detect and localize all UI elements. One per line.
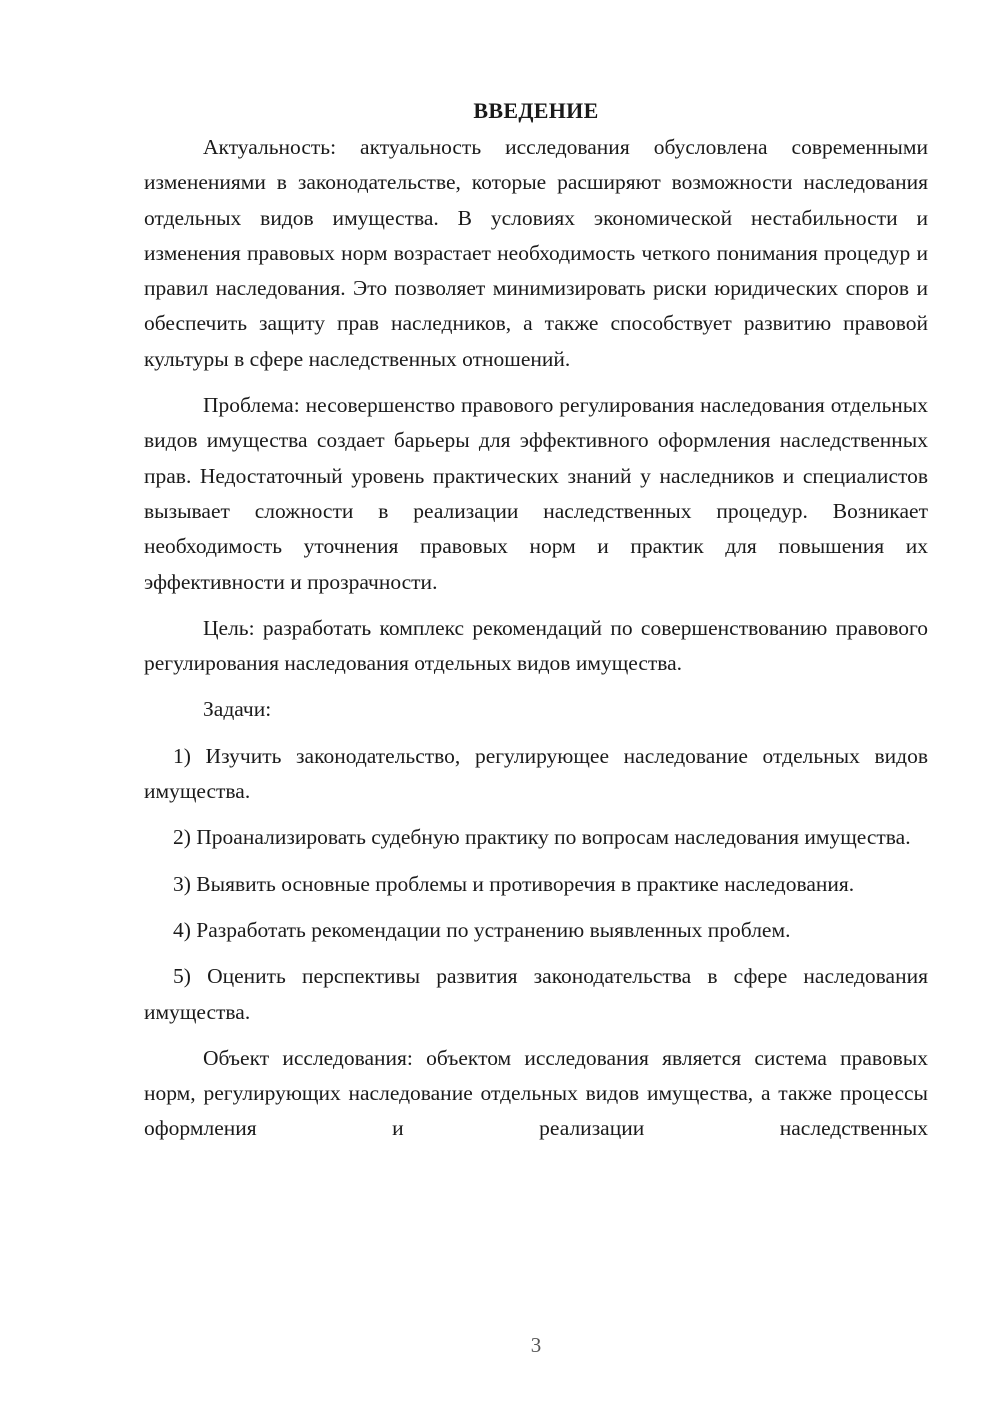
section-heading: ВВЕДЕНИЕ [473,98,599,123]
page-number: 3 [530,1333,542,1357]
task-item: 2) Проанализировать судебную практику по вопросам наследования имущества. [173,825,911,850]
task-item: 3) Выявить основные проблемы и противоречия в практике наследования. [173,871,855,896]
task-item: 5) Оценить перспективы развития законодательства в сфере наследования имущества. [144,964,928,1024]
goal-paragraph: Цель: разработать комплекс рекомендаций по совершенствованию правового регулирования наследования отдельных видов имущества. [144,615,928,676]
object-paragraph: Объект исследования: объектом исследования является система правовых норм, регулирующих наследование отдельных видов имущества, а также процессы оформления и реализации наследственных [144,1045,928,1141]
document-page [144,96,928,1147]
task-item: 1) Изучить законодательство, регулирующее наследование отдельных видов имущества. [144,743,928,804]
tasks-heading: Задачи: [203,697,272,722]
task-item: 4) Разработать рекомендации по устранению выявленных проблем. [173,917,791,942]
relevance-paragraph: Актуальность: актуальность исследования обусловлена современными изменениями в законодательстве, которые расширяют возможности наследования отдельных видов имущества. В условиях экономической нестабильности и изменения правовых норм возрастает необходимость четкого понимания процедур и правил наследования. Это позволяет минимизировать риски юридических споров и обеспечить защиту прав наследников, а также способствует развитию правовой культуры в сфере наследственных отношений. [144,135,928,371]
problem-paragraph: Проблема: несовершенство правового регулирования наследования отдельных видов имущества создает барьеры для эффективного оформления наследственных прав. Недостаточный уровень практических знаний у наследников и специалистов вызывает сложности в реализации наследственных процедур. Возникает необходимость уточнения правовых норм и практик для повышения их эффективности и прозрачности. [144,393,928,594]
